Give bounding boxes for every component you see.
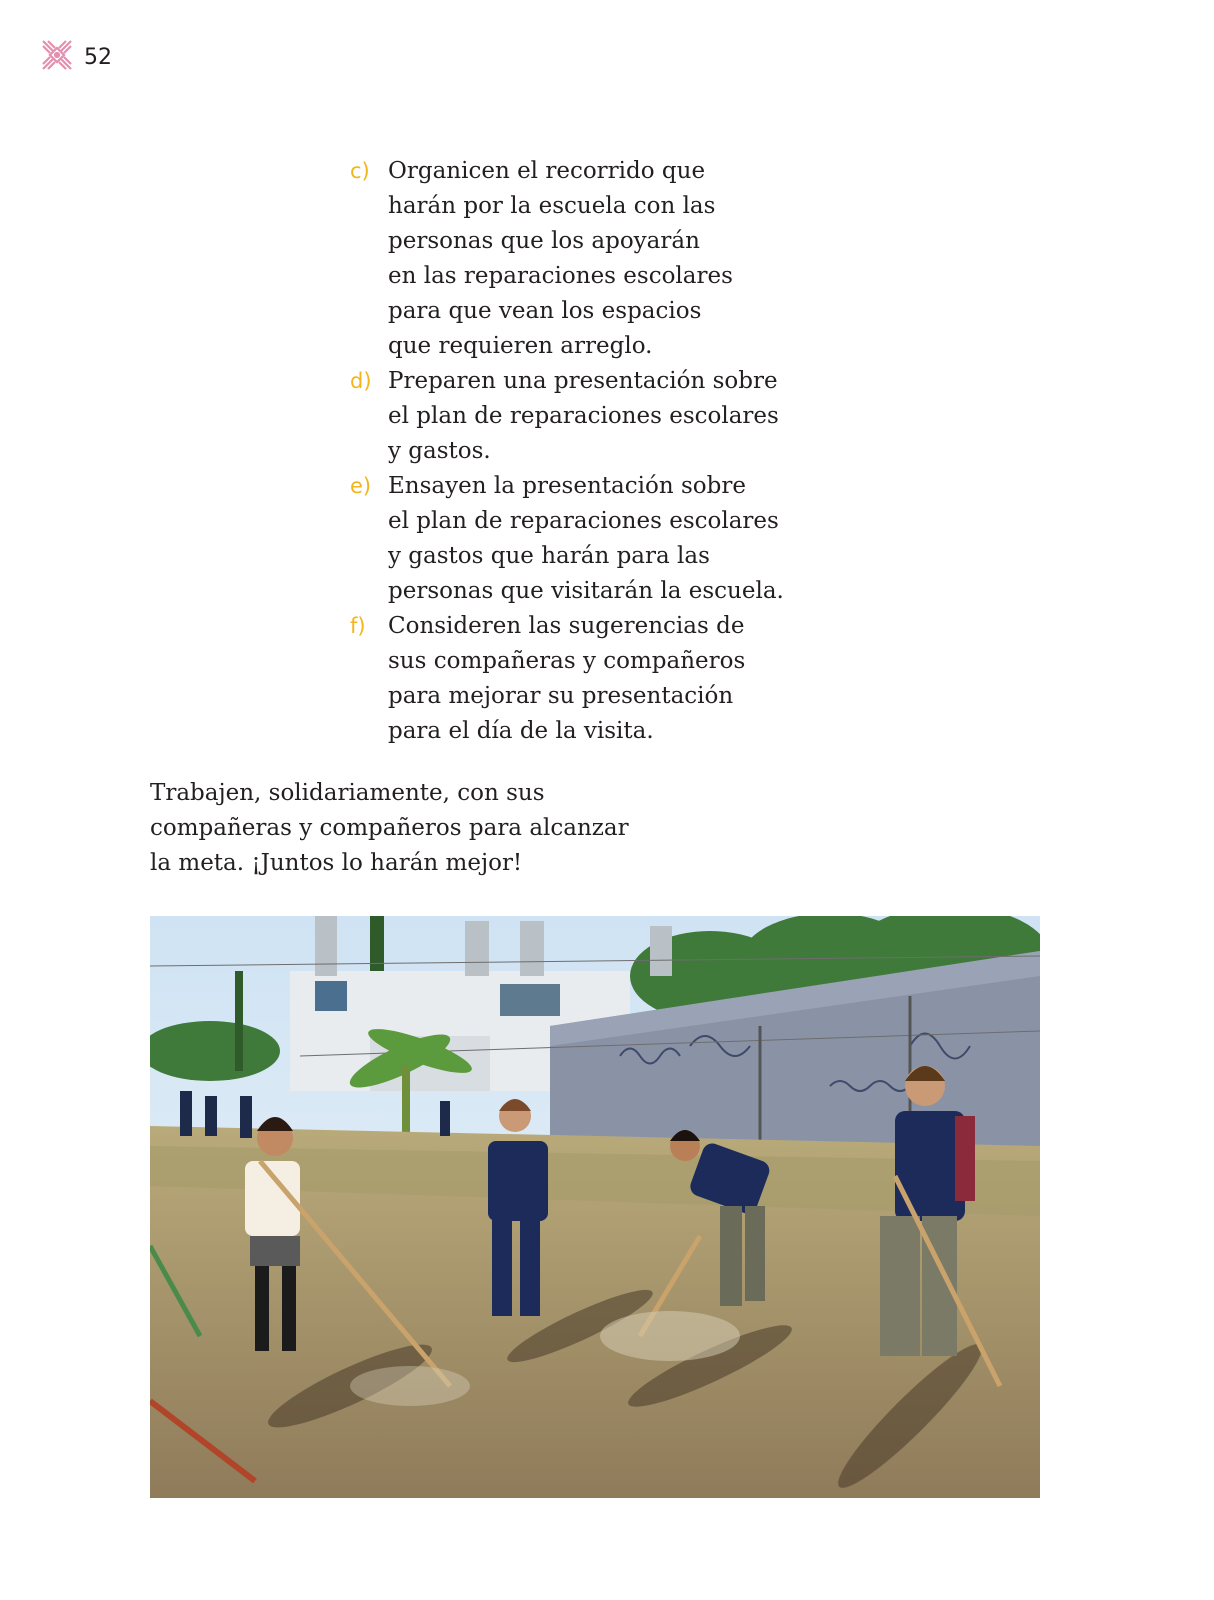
activity-list: [350, 154, 830, 749]
list-marker: c): [350, 159, 370, 183]
school-garden-photo: [150, 916, 1040, 1498]
list-item: [350, 609, 830, 749]
list-marker: f): [350, 614, 366, 638]
decorative-knot-icon: [40, 38, 74, 76]
list-item-text: Preparen una presentación sobre el plan de reparaciones escolares y gastos.: [388, 368, 779, 464]
list-item: [350, 154, 830, 364]
list-marker: e): [350, 474, 372, 498]
closing-paragraph: Trabajen, solidariamente, con sus compañeras y compañeros para alcanzar la meta. ¡Juntos lo harán mejor!: [150, 780, 629, 876]
page-number: 52: [84, 44, 112, 70]
list-marker: d): [350, 369, 372, 393]
list-item-text: Ensayen la presentación sobre el plan de reparaciones escolares y gastos que harán para las personas que visitarán la escuela.: [388, 473, 784, 604]
list-item: [350, 364, 830, 469]
list-item-text: Consideren las sugerencias de sus compañeras y compañeros para mejorar su presentación para el día de la visita.: [388, 613, 746, 744]
list-item-text: Organicen el recorrido que harán por la escuela con las personas que los apoyarán en las reparaciones escolares para que vean los espacios que requieren arreglo.: [388, 158, 733, 359]
list-item: [350, 469, 830, 609]
page-header: [40, 38, 112, 76]
